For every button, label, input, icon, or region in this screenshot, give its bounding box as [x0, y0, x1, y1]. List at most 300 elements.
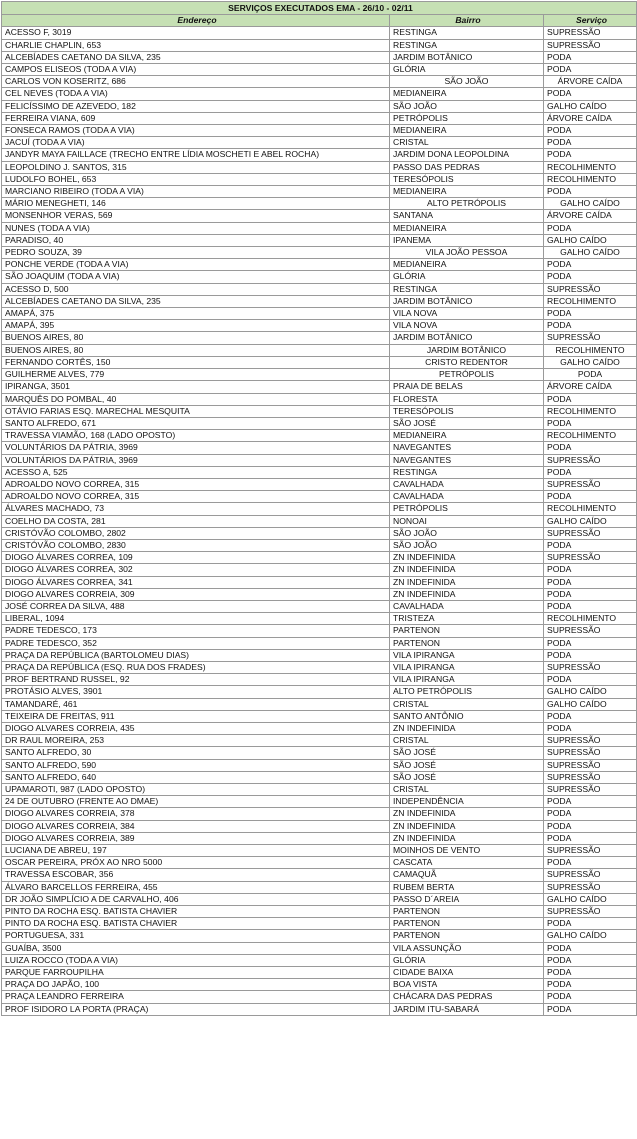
address-cell: SANTO ALFREDO, 590	[2, 759, 390, 771]
neighborhood-cell: VILA IPIRANGA	[390, 674, 544, 686]
address-cell: PRAÇA DA REPÚBLICA (BARTOLOMEU DIAS)	[2, 649, 390, 661]
table-row	[2, 247, 637, 259]
service-cell: GALHO CAÍDO	[544, 234, 637, 246]
neighborhood-cell: CAVALHADA	[390, 478, 544, 490]
table-row	[2, 259, 637, 271]
service-cell: SUPRESSÃO	[544, 747, 637, 759]
address-cell: PRAÇA DO JAPÃO, 100	[2, 979, 390, 991]
neighborhood-cell: CRISTO REDENTOR	[390, 356, 544, 368]
service-cell: SUPRESSÃO	[544, 527, 637, 539]
address-cell: 24 DE OUTUBRO (FRENTE AO DMAE)	[2, 796, 390, 808]
address-cell: PINTO DA ROCHA ESQ. BATISTA CHAVIER	[2, 918, 390, 930]
neighborhood-cell: RESTINGA	[390, 39, 544, 51]
address-cell: GUILHERME ALVES, 779	[2, 369, 390, 381]
address-cell: AMAPÁ, 375	[2, 308, 390, 320]
table-row	[2, 503, 637, 515]
address-cell: CRISTÓVÃO COLOMBO, 2830	[2, 539, 390, 551]
service-cell: ÁRVORE CAÍDA	[544, 381, 637, 393]
table-row	[2, 954, 637, 966]
table-row	[2, 930, 637, 942]
service-cell: SUPRESSÃO	[544, 625, 637, 637]
service-cell: PODA	[544, 588, 637, 600]
address-cell: LUIZA ROCCO (TODA A VIA)	[2, 954, 390, 966]
table-header-row	[2, 15, 637, 27]
neighborhood-cell: PASSO D´AREIA	[390, 893, 544, 905]
table-row	[2, 39, 637, 51]
address-cell: DIOGO ALVARES CORREIA, 435	[2, 722, 390, 734]
neighborhood-cell: SÃO JOSÉ	[390, 759, 544, 771]
service-cell: SUPRESSÃO	[544, 478, 637, 490]
neighborhood-cell: ZN INDEFINIDA	[390, 722, 544, 734]
service-cell: RECOLHIMENTO	[544, 161, 637, 173]
neighborhood-cell: PARTENON	[390, 637, 544, 649]
table-row	[2, 442, 637, 454]
address-cell: PORTUGUESA, 331	[2, 930, 390, 942]
address-cell: TAMANDARÉ, 461	[2, 698, 390, 710]
address-cell: DIOGO ÁLVARES CORREA, 302	[2, 564, 390, 576]
neighborhood-cell: PARTENON	[390, 918, 544, 930]
neighborhood-cell: VILA IPIRANGA	[390, 649, 544, 661]
address-cell: DIOGO ÁLVARES CORREA, 109	[2, 552, 390, 564]
neighborhood-cell: JARDIM DONA LEOPOLDINA	[390, 149, 544, 161]
table-row	[2, 735, 637, 747]
table-row	[2, 356, 637, 368]
table-row	[2, 649, 637, 661]
neighborhood-cell: ZN INDEFINIDA	[390, 808, 544, 820]
neighborhood-cell: VILA NOVA	[390, 308, 544, 320]
neighborhood-cell: CRISTAL	[390, 698, 544, 710]
address-cell: ACESSO D, 500	[2, 283, 390, 295]
address-cell: NUNES (TODA A VIA)	[2, 222, 390, 234]
neighborhood-cell: PARTENON	[390, 625, 544, 637]
service-cell: GALHO CAÍDO	[544, 698, 637, 710]
service-cell: SUPRESSÃO	[544, 784, 637, 796]
table-row	[2, 137, 637, 149]
service-cell: PODA	[544, 991, 637, 1003]
address-cell: PROF BERTRAND RUSSEL, 92	[2, 674, 390, 686]
neighborhood-cell: IPANEMA	[390, 234, 544, 246]
neighborhood-cell: SÃO JOÃO	[390, 527, 544, 539]
address-cell: PRAÇA LEANDRO FERREIRA	[2, 991, 390, 1003]
service-cell: PODA	[544, 539, 637, 551]
address-cell: ADROALDO NOVO CORREA, 315	[2, 491, 390, 503]
address-cell: SANTO ALFREDO, 30	[2, 747, 390, 759]
neighborhood-cell: FLORESTA	[390, 393, 544, 405]
table-row	[2, 1003, 637, 1015]
neighborhood-cell: TERESÓPOLIS	[390, 173, 544, 185]
neighborhood-cell: GLÓRIA	[390, 954, 544, 966]
neighborhood-cell: GLÓRIA	[390, 64, 544, 76]
neighborhood-cell: ZN INDEFINIDA	[390, 564, 544, 576]
address-cell: VOLUNTÁRIOS DA PÁTRIA, 3969	[2, 442, 390, 454]
address-cell: OSCAR PEREIRA, PRÓX AO NRO 5000	[2, 857, 390, 869]
table-row	[2, 942, 637, 954]
table-row	[2, 381, 637, 393]
address-cell: ACESSO A, 525	[2, 466, 390, 478]
address-cell: FERREIRA VIANA, 609	[2, 112, 390, 124]
service-cell: GALHO CAÍDO	[544, 100, 637, 112]
neighborhood-cell: PRAIA DE BELAS	[390, 381, 544, 393]
neighborhood-cell: MEDIANEIRA	[390, 430, 544, 442]
service-cell: PODA	[544, 918, 637, 930]
table-row	[2, 979, 637, 991]
address-cell: UPAMAROTI, 987 (LADO OPOSTO)	[2, 784, 390, 796]
address-cell: PADRE TEDESCO, 352	[2, 637, 390, 649]
neighborhood-cell: TRISTEZA	[390, 613, 544, 625]
neighborhood-cell: ZN INDEFINIDA	[390, 552, 544, 564]
table-row	[2, 710, 637, 722]
service-cell: PODA	[544, 649, 637, 661]
service-cell: SUPRESSÃO	[544, 759, 637, 771]
table-row	[2, 51, 637, 63]
neighborhood-cell: JARDIM BOTÂNICO	[390, 51, 544, 63]
service-cell: PODA	[544, 64, 637, 76]
neighborhood-cell: MEDIANEIRA	[390, 88, 544, 100]
service-cell: PODA	[544, 1003, 637, 1015]
table-row	[2, 857, 637, 869]
neighborhood-cell: VILA IPIRANGA	[390, 661, 544, 673]
service-cell: PODA	[544, 308, 637, 320]
service-cell: PODA	[544, 979, 637, 991]
service-cell: SUPRESSÃO	[544, 735, 637, 747]
neighborhood-cell: BOA VISTA	[390, 979, 544, 991]
address-cell: ACESSO F, 3019	[2, 27, 390, 39]
service-cell: SUPRESSÃO	[544, 552, 637, 564]
service-cell: PODA	[544, 564, 637, 576]
table-row	[2, 149, 637, 161]
service-cell: SUPRESSÃO	[544, 906, 637, 918]
table-row	[2, 198, 637, 210]
neighborhood-cell: CASCATA	[390, 857, 544, 869]
address-cell: DIOGO ALVARES CORREIA, 378	[2, 808, 390, 820]
address-cell: JANDYR MAYA FAILLACE (TRECHO ENTRE LÍDIA MOSCHETI E ABEL ROCHA)	[2, 149, 390, 161]
service-cell: RECOLHIMENTO	[544, 430, 637, 442]
neighborhood-cell: ZN INDEFINIDA	[390, 576, 544, 588]
address-cell: TRAVESSA ESCOBAR, 356	[2, 869, 390, 881]
header-endereco: Endereço	[2, 15, 390, 27]
address-cell: PRAÇA DA REPÚBLICA (ESQ. RUA DOS FRADES)	[2, 661, 390, 673]
neighborhood-cell: MEDIANEIRA	[390, 125, 544, 137]
table-row	[2, 661, 637, 673]
neighborhood-cell: RESTINGA	[390, 27, 544, 39]
table-row	[2, 417, 637, 429]
neighborhood-cell: RUBEM BERTA	[390, 881, 544, 893]
service-cell: PODA	[544, 88, 637, 100]
neighborhood-cell: JARDIM BOTÂNICO	[390, 295, 544, 307]
table-row	[2, 576, 637, 588]
table-row	[2, 283, 637, 295]
table-row	[2, 625, 637, 637]
neighborhood-cell: JARDIM ITU-SABARÁ	[390, 1003, 544, 1015]
service-cell: PODA	[544, 832, 637, 844]
address-cell: ALCEBÍADES CAETANO DA SILVA, 235	[2, 295, 390, 307]
address-cell: GUAÍBA, 3500	[2, 942, 390, 954]
service-cell: PODA	[544, 125, 637, 137]
address-cell: MONSENHOR VERAS, 569	[2, 210, 390, 222]
address-cell: DIOGO ÁLVARES CORREA, 341	[2, 576, 390, 588]
neighborhood-cell: CRISTAL	[390, 137, 544, 149]
service-cell: PODA	[544, 942, 637, 954]
table-row	[2, 454, 637, 466]
service-cell: PODA	[544, 271, 637, 283]
table-row	[2, 344, 637, 356]
table-row	[2, 173, 637, 185]
table-row	[2, 491, 637, 503]
neighborhood-cell: ALTO PETRÓPOLIS	[390, 198, 544, 210]
service-cell: PODA	[544, 722, 637, 734]
neighborhood-cell: PARTENON	[390, 930, 544, 942]
service-cell: PODA	[544, 369, 637, 381]
table-row	[2, 893, 637, 905]
address-cell: ÁLVARES MACHADO, 73	[2, 503, 390, 515]
service-cell: PODA	[544, 259, 637, 271]
neighborhood-cell: VILA JOÃO PESSOA	[390, 247, 544, 259]
service-cell: PODA	[544, 186, 637, 198]
neighborhood-cell: ZN INDEFINIDA	[390, 820, 544, 832]
service-cell: PODA	[544, 51, 637, 63]
address-cell: PADRE TEDESCO, 173	[2, 625, 390, 637]
neighborhood-cell: SÃO JOSÉ	[390, 417, 544, 429]
address-cell: PROTÁSIO ALVES, 3901	[2, 686, 390, 698]
table-row	[2, 906, 637, 918]
header-bairro: Bairro	[390, 15, 544, 27]
neighborhood-cell: RESTINGA	[390, 283, 544, 295]
address-cell: FERNANDO CORTÊS, 150	[2, 356, 390, 368]
table-row	[2, 747, 637, 759]
table-row	[2, 808, 637, 820]
table-row	[2, 564, 637, 576]
address-cell: DR RAUL MOREIRA, 253	[2, 735, 390, 747]
table-row	[2, 698, 637, 710]
service-cell: SUPRESSÃO	[544, 283, 637, 295]
service-cell: SUPRESSÃO	[544, 332, 637, 344]
address-cell: ÁLVARO BARCELLOS FERREIRA, 455	[2, 881, 390, 893]
neighborhood-cell: ZN INDEFINIDA	[390, 588, 544, 600]
service-cell: PODA	[544, 674, 637, 686]
service-cell: RECOLHIMENTO	[544, 295, 637, 307]
address-cell: CHARLIE CHAPLIN, 653	[2, 39, 390, 51]
address-cell: MÁRIO MENEGHETI, 146	[2, 198, 390, 210]
service-cell: RECOLHIMENTO	[544, 405, 637, 417]
neighborhood-cell: MOINHOS DE VENTO	[390, 845, 544, 857]
table-row	[2, 613, 637, 625]
service-cell: PODA	[544, 137, 637, 149]
table-row	[2, 967, 637, 979]
address-cell: OTÁVIO FARIAS ESQ. MARECHAL MESQUITA	[2, 405, 390, 417]
address-cell: CRISTÓVÃO COLOMBO, 2802	[2, 527, 390, 539]
address-cell: CARLOS VON KOSERITZ, 686	[2, 76, 390, 88]
neighborhood-cell: MEDIANEIRA	[390, 186, 544, 198]
neighborhood-cell: CAVALHADA	[390, 491, 544, 503]
table-row	[2, 369, 637, 381]
service-cell: PODA	[544, 491, 637, 503]
service-cell: SUPRESSÃO	[544, 845, 637, 857]
service-cell: PODA	[544, 710, 637, 722]
address-cell: CEL NEVES (TODA A VIA)	[2, 88, 390, 100]
table-row	[2, 845, 637, 857]
table-row	[2, 112, 637, 124]
table-row	[2, 478, 637, 490]
address-cell: ADROALDO NOVO CORREA, 315	[2, 478, 390, 490]
address-cell: SÃO JOAQUIM (TODA A VIA)	[2, 271, 390, 283]
neighborhood-cell: NAVEGANTES	[390, 454, 544, 466]
neighborhood-cell: CHÁCARA DAS PEDRAS	[390, 991, 544, 1003]
table-row	[2, 771, 637, 783]
table-row	[2, 539, 637, 551]
table-row	[2, 100, 637, 112]
table-row	[2, 295, 637, 307]
service-cell: RECOLHIMENTO	[544, 613, 637, 625]
address-cell: COELHO DA COSTA, 281	[2, 515, 390, 527]
service-cell: PODA	[544, 857, 637, 869]
address-cell: MARQUÊS DO POMBAL, 40	[2, 393, 390, 405]
address-cell: LEOPOLDINO J. SANTOS, 315	[2, 161, 390, 173]
address-cell: PARADISO, 40	[2, 234, 390, 246]
neighborhood-cell: SÃO JOÃO	[390, 76, 544, 88]
service-cell: PODA	[544, 796, 637, 808]
neighborhood-cell: JARDIM BOTÂNICO	[390, 344, 544, 356]
neighborhood-cell: MEDIANEIRA	[390, 259, 544, 271]
table-row	[2, 405, 637, 417]
table-row	[2, 515, 637, 527]
table-row	[2, 832, 637, 844]
address-cell: AMAPÁ, 395	[2, 320, 390, 332]
neighborhood-cell: SANTANA	[390, 210, 544, 222]
table-row	[2, 210, 637, 222]
neighborhood-cell: SANTO ANTÔNIO	[390, 710, 544, 722]
neighborhood-cell: JARDIM BOTÂNICO	[390, 332, 544, 344]
table-row	[2, 686, 637, 698]
table-row	[2, 869, 637, 881]
address-cell: LUCIANA DE ABREU, 197	[2, 845, 390, 857]
table-row	[2, 759, 637, 771]
table-row	[2, 161, 637, 173]
service-cell: PODA	[544, 417, 637, 429]
neighborhood-cell: PARTENON	[390, 906, 544, 918]
neighborhood-cell: NAVEGANTES	[390, 442, 544, 454]
table-row	[2, 308, 637, 320]
service-cell: GALHO CAÍDO	[544, 893, 637, 905]
service-cell: ÁRVORE CAÍDA	[544, 112, 637, 124]
table-row	[2, 222, 637, 234]
address-cell: VOLUNTÁRIOS DA PÁTRIA, 3969	[2, 454, 390, 466]
neighborhood-cell: PETRÓPOLIS	[390, 369, 544, 381]
address-cell: TRAVESSA VIAMÃO, 168 (LADO OPOSTO)	[2, 430, 390, 442]
address-cell: JACUÍ (TODA A VIA)	[2, 137, 390, 149]
neighborhood-cell: CRISTAL	[390, 735, 544, 747]
service-cell: PODA	[544, 393, 637, 405]
table-row	[2, 430, 637, 442]
service-cell: SUPRESSÃO	[544, 661, 637, 673]
service-cell: ÁRVORE CAÍDA	[544, 76, 637, 88]
service-cell: GALHO CAÍDO	[544, 930, 637, 942]
service-cell: PODA	[544, 954, 637, 966]
services-table	[1, 1, 637, 1016]
service-cell: RECOLHIMENTO	[544, 503, 637, 515]
service-cell: GALHO CAÍDO	[544, 356, 637, 368]
table-row	[2, 991, 637, 1003]
service-cell: PODA	[544, 320, 637, 332]
address-cell: PARQUE FARROUPILHA	[2, 967, 390, 979]
address-cell: DIOGO ALVARES CORREIA, 389	[2, 832, 390, 844]
address-cell: ALCEBÍADES CAETANO DA SILVA, 235	[2, 51, 390, 63]
address-cell: FONSECA RAMOS (TODA A VIA)	[2, 125, 390, 137]
header-servico: Serviço	[544, 15, 637, 27]
neighborhood-cell: PASSO DAS PEDRAS	[390, 161, 544, 173]
table-row	[2, 271, 637, 283]
address-cell: CAMPOS ELISEOS (TODA A VIA)	[2, 64, 390, 76]
address-cell: FELICÍSSIMO DE AZEVEDO, 182	[2, 100, 390, 112]
service-cell: SUPRESSÃO	[544, 771, 637, 783]
neighborhood-cell: TERESÓPOLIS	[390, 405, 544, 417]
table-row	[2, 332, 637, 344]
table-row	[2, 918, 637, 930]
service-cell: RECOLHIMENTO	[544, 173, 637, 185]
service-cell: GALHO CAÍDO	[544, 686, 637, 698]
service-cell: PODA	[544, 466, 637, 478]
table-row	[2, 637, 637, 649]
table-title: SERVIÇOS EXECUTADOS EMA - 26/10 - 02/11	[2, 2, 637, 15]
service-cell: SUPRESSÃO	[544, 869, 637, 881]
table-row	[2, 320, 637, 332]
table-row	[2, 64, 637, 76]
neighborhood-cell: CIDADE BAIXA	[390, 967, 544, 979]
neighborhood-cell: SÃO JOÃO	[390, 100, 544, 112]
service-cell: PODA	[544, 808, 637, 820]
neighborhood-cell: SÃO JOSÉ	[390, 771, 544, 783]
address-cell: SANTO ALFREDO, 671	[2, 417, 390, 429]
table-row	[2, 527, 637, 539]
neighborhood-cell: INDEPENDÊNCIA	[390, 796, 544, 808]
table-row	[2, 820, 637, 832]
address-cell: MARCIANO RIBEIRO (TODA A VIA)	[2, 186, 390, 198]
table-row	[2, 600, 637, 612]
service-cell: PODA	[544, 967, 637, 979]
table-row	[2, 588, 637, 600]
service-cell: PODA	[544, 149, 637, 161]
service-cell: GALHO CAÍDO	[544, 515, 637, 527]
service-cell: RECOLHIMENTO	[544, 344, 637, 356]
address-cell: LIBERAL, 1094	[2, 613, 390, 625]
address-cell: BUENOS AIRES, 80	[2, 344, 390, 356]
service-cell: SUPRESSÃO	[544, 881, 637, 893]
table-row	[2, 234, 637, 246]
table-row	[2, 722, 637, 734]
table-title-row	[2, 2, 637, 15]
address-cell: PEDRO SOUZA, 39	[2, 247, 390, 259]
table-row	[2, 393, 637, 405]
neighborhood-cell: RESTINGA	[390, 466, 544, 478]
service-cell: SUPRESSÃO	[544, 27, 637, 39]
table-row	[2, 186, 637, 198]
neighborhood-cell: CAVALHADA	[390, 600, 544, 612]
address-cell: IPIRANGA, 3501	[2, 381, 390, 393]
neighborhood-cell: PETRÓPOLIS	[390, 112, 544, 124]
service-cell: PODA	[544, 442, 637, 454]
service-cell: SUPRESSÃO	[544, 454, 637, 466]
neighborhood-cell: SÃO JOSÉ	[390, 747, 544, 759]
address-cell: LUDOLFO BOHEL, 653	[2, 173, 390, 185]
service-cell: PODA	[544, 576, 637, 588]
neighborhood-cell: NONOAI	[390, 515, 544, 527]
service-cell: PODA	[544, 600, 637, 612]
neighborhood-cell: SÃO JOÃO	[390, 539, 544, 551]
service-cell: GALHO CAÍDO	[544, 198, 637, 210]
neighborhood-cell: CAMAQUÃ	[390, 869, 544, 881]
neighborhood-cell: ZN INDEFINIDA	[390, 832, 544, 844]
table-row	[2, 881, 637, 893]
table-row	[2, 796, 637, 808]
